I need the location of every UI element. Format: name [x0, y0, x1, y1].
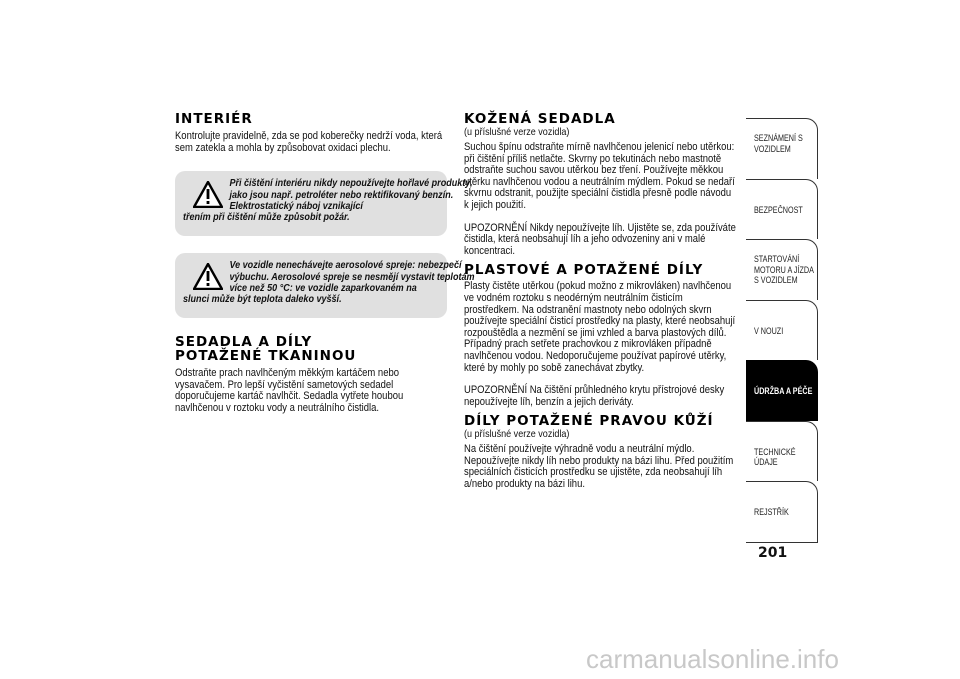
section-subtitle: (u příslušné verze vozidla) — [464, 126, 570, 138]
section-title-leather-parts: DÍLY POTAŽENÉ PRAVOU KŮŽÍ — [464, 413, 714, 430]
warning-box-aerosol — [175, 253, 475, 318]
right-column — [464, 112, 738, 491]
left-column — [175, 111, 475, 415]
tab-label: BEZPEČNOST — [754, 204, 803, 215]
tab-emergency[interactable] — [746, 300, 818, 361]
warning-text-tail: třením při čištění může způsobit požár. — [183, 211, 350, 224]
plastic-parts-text: Plasty čistěte utěrkou (pokud možno z mikrovláken) navlhčenou ve vodném roztoku s neodérným neutrálním čisticím prostředkem. Na odstranění mastnoty nebo odolných skvrn používejte speciální čisticí prostředky na plasty, které neobsahují rozpouštědla a nezmění se jimi vzhled a barva plastových dílů. — [464, 280, 736, 339]
leather-seats-note: UPOZORNĚNÍ Nikdy nepoužívejte líh. Ujistěte se, zda používáte čistidla, která neobsahují líh a jeho odvozeniny ani v malé koncentraci. — [464, 221, 736, 257]
tab-maintenance-care[interactable] — [746, 360, 818, 421]
leather-seats-text: Suchou špínu odstraňte mírně navlhčenou jelenicí nebo utěrkou: při čištění příliš netlačte. Skvrny po tekutinách nebo mastnotě odstraňte suchou savou utěrkou bez tření. Používejte měkkou utěrku navlhčenou vodou a neutrálním mýdlem. Pokud se nedaří skvrnu odstranit, použijte speciální čistidla přesně podle návodu k jejich použití. — [464, 141, 735, 211]
tab-label: V NOUZI — [754, 325, 784, 336]
leather-parts-text: Na čištění používejte výhradně vodu a neutrální mýdlo. Nepoužívejte nikdy líh nebo produkty na bázi lihu. Před použitím speciálních čisticích prostředku se ujistěte, zda neobsahují líh a/nebo produkty na bázi lihu. — [464, 443, 734, 491]
chapter-tabs — [746, 118, 818, 543]
interior-text: Kontrolujte pravidelně, zda se pod koberečky nedrží voda, která sem zatekla a mohla by způsobovat oxidaci plechu. — [175, 130, 443, 154]
section-title-interior: INTERIÉR — [175, 111, 253, 127]
tab-safety[interactable] — [746, 179, 818, 240]
plastic-parts-note: UPOZORNĚNÍ Na čištění průhledného krytu přístrojové desky nepoužívejte líh, benzín a jejich deriváty. — [464, 384, 725, 408]
tab-label: TECHNICKÉ ÚDAJE — [754, 446, 796, 467]
page-number: 201 — [758, 545, 788, 561]
tab-label: STARTOVÁNÍ MOTORU A JÍZDA S VOZIDLEM — [754, 254, 814, 285]
plastic-parts-text-2: Případný prach setřete prachovkou z mikrovláken případně navlhčenou vodou. Nedoporučujeme používat papírové utěrky, které by mohly po sobě zanechávat zbytky. — [464, 338, 727, 374]
warning-text: Při čištění interiéru nikdy nepoužívejte hořlavé produkty, jako jsou např. petroléter nebo rektifikovaný benzín. Elektrostatický náboj vznikající — [229, 177, 473, 212]
tab-label: REJSTŘÍK — [754, 507, 789, 517]
tab-getting-to-know[interactable] — [746, 118, 818, 179]
watermark: carmanualsonline.info — [586, 644, 839, 674]
section-title-seats: SEDADLA A DÍLY POTAŽENÉ TKANINOU — [175, 334, 357, 365]
warning-text: Ve vozidle nenechávejte aerosolové spreje: nebezpečí výbuchu. Aerosolové spreje se nesmějí vystavit teplotám více než 50 °C: ve vozidle zaparkovaném na — [229, 259, 475, 294]
warning-box-flammable — [175, 171, 473, 236]
seats-text: Odstraňte prach navlhčeným měkkým kartáčem nebo vysavačem. Pro lepší vyčistění sametových sedadel doporučujeme kartáč navlhčit. Sedadla vytřete houbou navlhčenou v roztoku vody a neutrálního čistidla. — [175, 367, 404, 414]
tab-label: SEZNÁMENÍ S VOZIDLEM — [754, 133, 803, 154]
tab-technical-data[interactable] — [746, 421, 818, 482]
warning-text-tail: slunci může být teplota daleko vyšší. — [183, 293, 342, 306]
section-subtitle: (u příslušné verze vozidla) — [464, 428, 570, 441]
section-title-plastic-parts: PLASTOVÉ A POTAŽENÉ DÍLY — [464, 262, 704, 279]
tab-starting-driving[interactable] — [746, 239, 818, 300]
section-title-leather-seats: KOŽENÁ SEDADLA — [464, 111, 616, 127]
tab-label: ÚDRŽBA A PÉČE — [754, 386, 813, 396]
tab-index[interactable] — [746, 481, 818, 542]
